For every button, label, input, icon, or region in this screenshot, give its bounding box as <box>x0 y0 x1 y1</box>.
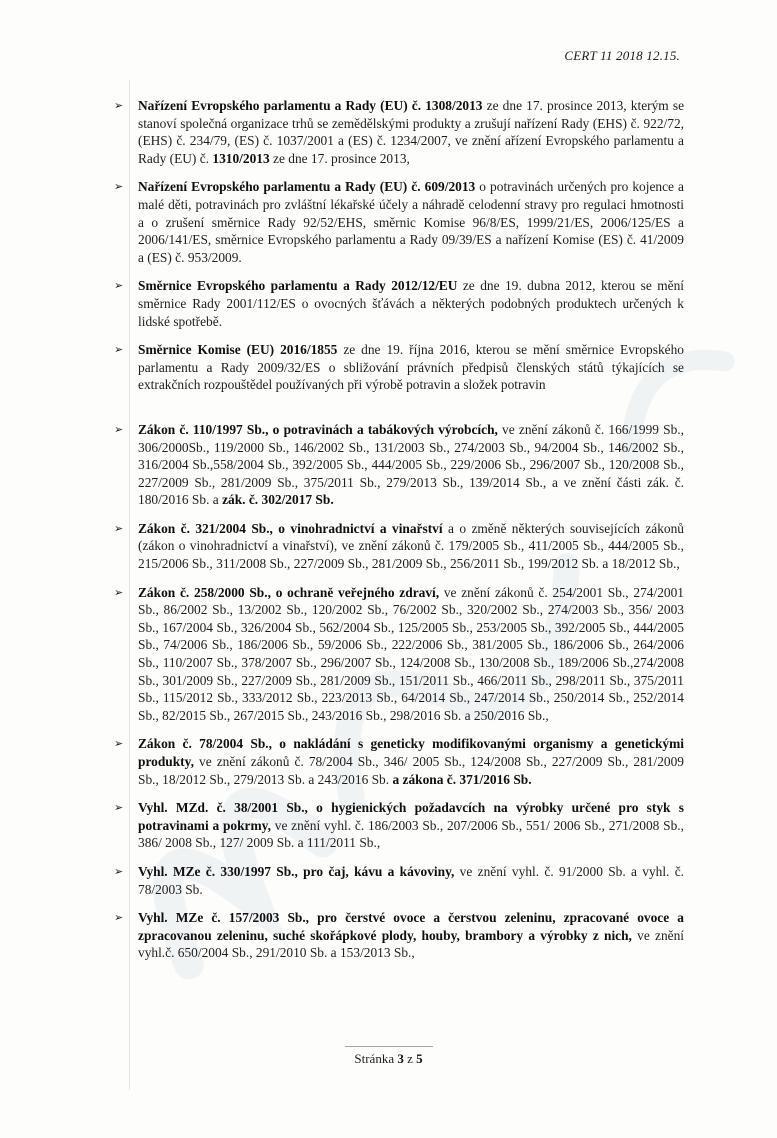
list-item-text: Zákon č. 78/2004 Sb., o nakládání s geneticky modifikovanými organismy a genetickými produkty, ve znění zákonů č. 78/2004 Sb., 346/ 2005 Sb., 124/2008 Sb., 227/2009 Sb., 281/2009 Sb., 18/2012 Sb., 279/2013 Sb. a 243/2016 Sb. a zákona č. 371/2016 Sb. <box>138 736 684 787</box>
footer-of-word: z <box>403 1051 417 1066</box>
arrow-bullet-icon: ➢ <box>114 100 124 112</box>
arrow-bullet-icon: ➢ <box>114 181 124 194</box>
footer-separator-line <box>345 1046 433 1047</box>
list-item <box>114 799 684 852</box>
footer-total-pages: 5 <box>416 1051 423 1066</box>
list-item-text: Směrnice Komise (EU) 2016/1855 ze dne 19. října 2016, kterou se mění směrnice Evropského parlamentu a Rady 2009/32/ES o sbližování právních předpisů členských států týkajících se extrakčních rozpouštědel používaných při výrobě potravin a složek potravin <box>138 342 684 393</box>
page-footer <box>0 1051 777 1067</box>
arrow-bullet-icon: ➢ <box>114 586 124 599</box>
list-item-text: Vyhl. MZe č. 330/1997 Sb., pro čaj, kávu a kávoviny, ve znění vyhl. č. 91/2000 Sb. a vyhl. č. 78/2003 Sb. <box>138 863 684 897</box>
arrow-bullet-icon: ➢ <box>114 865 124 878</box>
list-item-text: Zákon č. 258/2000 Sb., o ochraně veřejného zdraví, ve znění zákonů č. 254/2001 Sb., 274/2001 Sb., 86/2002 Sb., 13/2002 Sb., 120/2002 Sb., 76/2002 Sb., 320/2002 Sb., 274/2003 Sb., 356/ 2003 Sb., 167/2004 Sb., 326/2004 Sb., 562/2004 Sb., 125/2005 Sb., 253/2005 Sb., 392/2005 Sb., 444/2005 Sb., 74/2006 Sb., 186/2006 Sb., 59/2006 Sb., 222/2006 Sb., 381/2005 Sb., 186/2006 Sb., 264/2006 Sb., 110/2007 Sb., 378/2007 Sb., 296/2007 Sb., 124/2008 Sb., 130/2008 Sb., 189/2006 Sb.,274/2008 Sb., 301/2009 Sb., 227/2009 Sb., 281/2009 Sb., 151/2011 Sb., 466/2011 Sb., 298/2011 Sb., 375/2011 Sb., 115/2012 Sb., 333/2012 Sb., 223/2013 Sb., 64/2014 Sb., 247/2014 Sb., 250/2014 Sb., 252/2014 Sb., 82/2015 Sb., 267/2015 Sb., 243/2016 Sb., 298/2016 Sb. a 250/2016 Sb., <box>138 584 684 723</box>
list-item <box>114 584 684 725</box>
list-item <box>114 97 684 167</box>
arrow-bullet-icon: ➢ <box>114 802 124 815</box>
page-header-reference: CERT 11 2018 12.15. <box>564 48 680 63</box>
arrow-bullet-icon: ➢ <box>114 738 124 751</box>
footer-page-number: 3 <box>397 1051 404 1066</box>
arrow-bullet-icon: ➢ <box>114 522 124 535</box>
arrow-bullet-icon: ➢ <box>114 423 124 436</box>
list-item-text: Vyhl. MZe č. 157/2003 Sb., pro čerstvé ovoce a čerstvou zeleninu, zpracované ovoce a zpracovanou zeleninu, suché skořápkové plody, houby, brambory a výrobky z nich, ve znění vyhl.č. 650/2004 Sb., 291/2010 Sb. a 153/2013 Sb., <box>138 910 684 961</box>
list-item <box>114 909 684 962</box>
list-item-text: Vyhl. MZd. č. 38/2001 Sb., o hygienických požadavcích na výrobky určené pro styk s potravinami a pokrmy, ve znění vyhl. č. 186/2003 Sb., 207/2006 Sb., 551/ 2006 Sb., 271/2008 Sb., 386/ 2008 Sb., 127/ 2009 Sb. a 111/2011 Sb., <box>138 800 684 851</box>
list-item <box>114 421 684 509</box>
arrow-bullet-icon: ➢ <box>114 344 124 357</box>
regulation-list <box>114 97 684 973</box>
list-item <box>114 520 684 573</box>
list-item <box>114 863 684 898</box>
list-item <box>114 735 684 788</box>
list-item-text: Nařízení Evropského parlamentu a Rady (EU) č. 609/2013 o potravinách určených pro kojence a malé děti, potravinách pro zvláštní lékařské účely a náhradě celodenní stravy pro regulaci hmotnosti a o zrušení směrnice Rady 92/52/EHS, směrnic Komise 96/8/ES, 1999/21/ES, 2006/125/ES a 2006/141/ES, směrnice Evropského parlamentu a Rady 09/39/ES a nařízení Komise (ES) č. 41/2009 a (ES) č. 953/2009. <box>138 179 684 265</box>
list-item-text: Směrnice Evropského parlamentu a Rady 2012/12/EU ze dne 19. dubna 2012, kterou se mění směrnice Rady 2001/112/ES o ovocných šťávách a některých podobných produktech určených k lidské spotřebě. <box>138 278 684 329</box>
arrow-bullet-icon: ➢ <box>114 280 124 293</box>
list-item <box>114 178 684 266</box>
list-item-text: Zákon č. 321/2004 Sb., o vinohradnictví a vinařství a o změně některých souvisejících zákonů (zákon o vinohradnictví a vinařství), ve znění zákonů č. 179/2005 Sb., 411/2005 Sb., 444/2005 Sb., 215/2006 Sb., 311/2008 Sb., 227/2009 Sb., 281/2009 Sb., 256/2011 Sb., 199/2012 Sb. a 18/2012 Sb., <box>138 520 684 572</box>
list-item <box>114 341 684 394</box>
list-item <box>114 277 684 330</box>
arrow-bullet-icon: ➢ <box>114 912 124 925</box>
list-item-text: Zákon č. 110/1997 Sb., o potravinách a tabákových výrobcích, ve znění zákonů č. 166/1999 Sb., 306/2000Sb., 119/2000 Sb., 146/2002 Sb., 131/2003 Sb., 274/2003 Sb., 94/2004 Sb., 146/2002 Sb., 316/2004 Sb.,558/2004 Sb., 392/2005 Sb., 444/2005 Sb., 229/2006 Sb., 296/2007 Sb., 120/2008 Sb., 227/2009 Sb., 281/2009 Sb., 375/2011 Sb., 279/2013 Sb., 139/2014 Sb., a ve znění části zák. č. 180/2016 Sb. a zák. č. 302/2017 Sb. <box>138 421 685 508</box>
list-item-text: Nařízení Evropského parlamentu a Rady (EU) č. 1308/2013 ze dne 17. prosince 2013, kterým se stanoví společná organizace trhů se zemědělskými produkty a zrušují nařízení Rady (EHS) č. 922/72, (EHS) č. 234/79, (ES) č. 1037/2001 a (ES) č. 1234/2007, ve znění ařízení Evropského parlamentu a Rady (EU) č. 1310/2013 ze dne 17. prosince 2013, <box>138 98 685 166</box>
footer-label: Stránka <box>354 1051 398 1066</box>
